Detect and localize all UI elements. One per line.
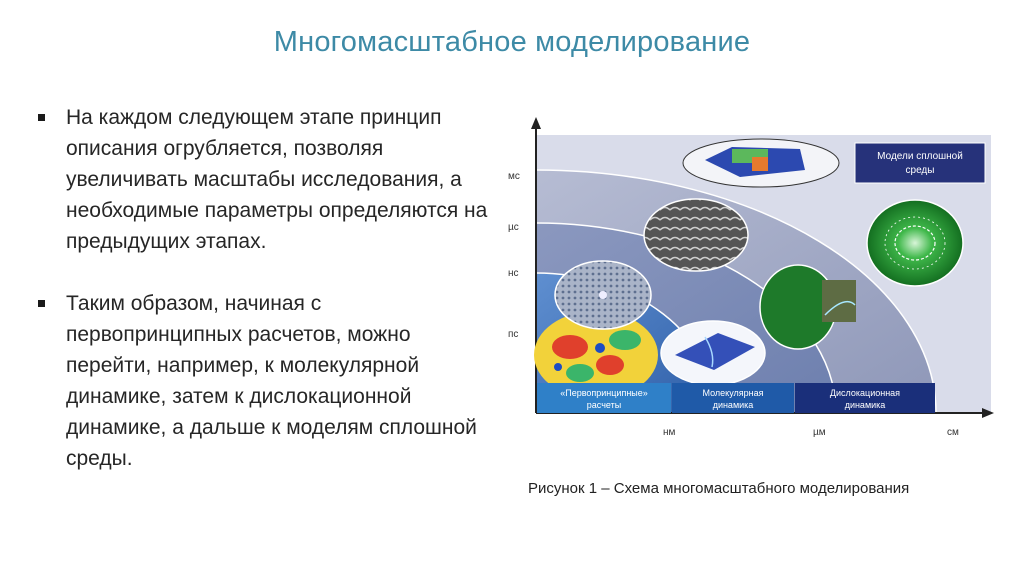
y-axis-arrow xyxy=(531,117,541,129)
bullet-text: Таким образом, начиная с первопринципных расчетов, можно перейти, например, к молекулярной динамике, затем к дислокационной динамике, а дальше к моделям сплошной среды. xyxy=(66,292,477,470)
molecular-surface-image xyxy=(661,321,765,385)
x-label-cm: см xyxy=(947,427,959,438)
y-label-ms: мс xyxy=(508,171,520,182)
slide-title: Многомасштабное моделирование xyxy=(273,26,751,58)
caption-text: – Схема многомасштабного моделирования xyxy=(597,480,910,497)
bullet-text: На каждом следующем этапе принцип описания огрубляется, позволяя увеличивать масштабы исследования, а необходимые параметры определяются на предыдущих этапах. xyxy=(66,106,488,253)
md-stage-line2: динамика xyxy=(712,400,754,410)
figure-caption xyxy=(528,480,998,497)
y-label-us: µс xyxy=(508,222,519,233)
bullet-marker xyxy=(38,300,45,307)
ab-initio-stage-line2: расчеты xyxy=(586,400,622,410)
continuum-label-box xyxy=(855,143,985,183)
ab-initio-stage-line1: «Первопринципные» xyxy=(560,388,648,398)
crystal-model-image xyxy=(683,139,839,187)
lattice-circle-image xyxy=(555,261,651,329)
bullet-item xyxy=(36,288,496,474)
diagram-svg xyxy=(500,115,1000,445)
fiber-structure-image xyxy=(644,199,748,271)
dd-stage-line1: Дислокационная xyxy=(829,388,901,398)
dd-stage-line2: динамика xyxy=(844,400,886,410)
x-label-um: µм xyxy=(813,427,826,438)
x-label-nm: нм xyxy=(663,427,676,438)
bullet-marker xyxy=(38,114,45,121)
y-label-ps: пс xyxy=(508,329,519,340)
caption-prefix: Рисунок xyxy=(528,480,589,497)
continuum-disk-image xyxy=(867,200,963,286)
multiscale-diagram xyxy=(500,115,1000,445)
caption-number: 1 xyxy=(588,480,598,497)
md-stage-line1: Молекулярная xyxy=(702,388,764,398)
y-label-ns: нс xyxy=(508,268,519,279)
bullet-list xyxy=(36,102,496,505)
continuum-label-line1: Модели сплошной xyxy=(877,151,963,162)
continuum-label-line2: среды xyxy=(905,165,935,176)
bullet-item xyxy=(36,102,496,257)
